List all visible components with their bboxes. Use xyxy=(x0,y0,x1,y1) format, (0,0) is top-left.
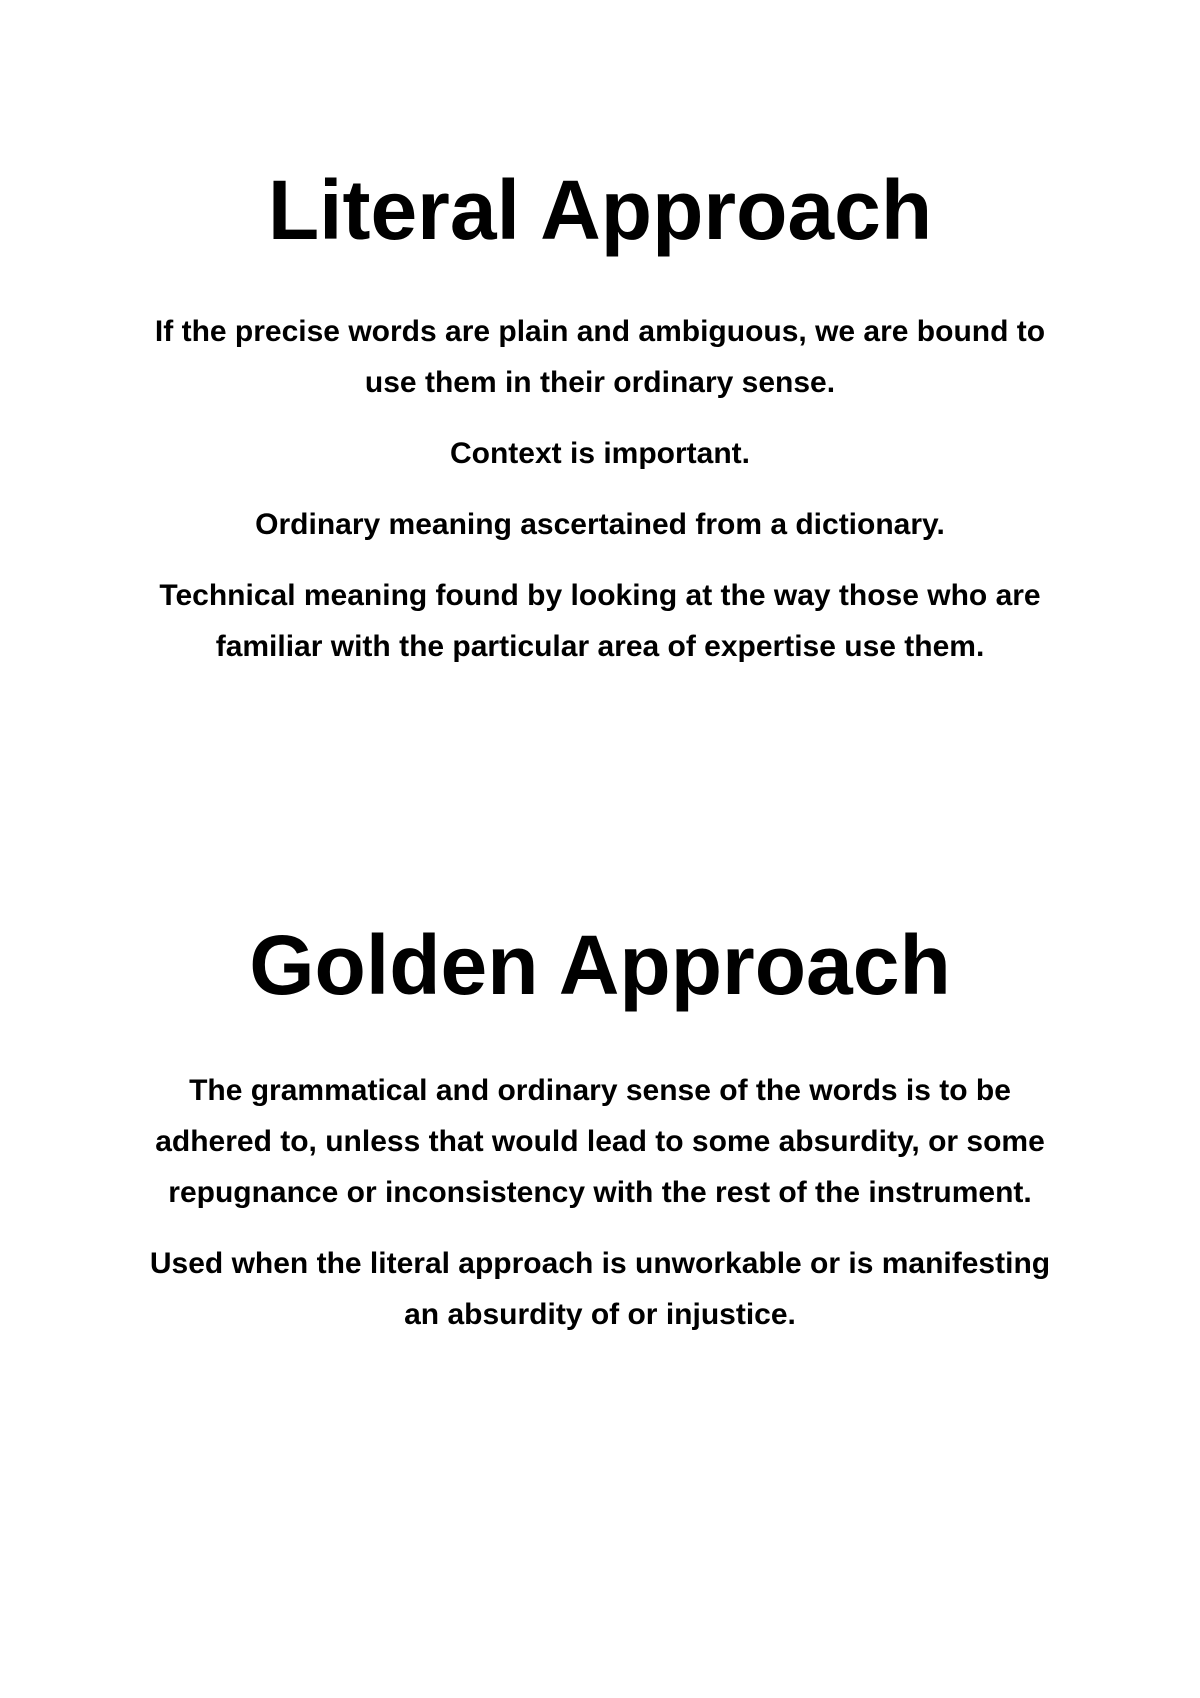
golden-paragraph-usage: Used when the literal approach is unworkable or is manifesting an absurdity of or injustice. xyxy=(149,1247,1051,1331)
literal-paragraph-context: Context is important. xyxy=(449,437,750,470)
golden-approach-heading: Golden Approach xyxy=(249,918,951,1012)
literal-paragraph-dictionary: Ordinary meaning ascertained from a dictionary. xyxy=(255,508,945,541)
literal-approach-heading: Literal Approach xyxy=(267,163,933,257)
literal-approach-section xyxy=(130,160,1070,672)
golden-approach-section xyxy=(130,915,1070,1340)
literal-paragraph-plain-words: If the precise words are plain and ambiguous, we are bound to use them in their ordinary sense. xyxy=(154,315,1046,399)
literal-paragraph-technical-meaning: Technical meaning found by looking at the way those who are familiar with the particular area of expertise use them. xyxy=(159,579,1041,663)
golden-paragraph-grammatical-sense: The grammatical and ordinary sense of the words is to be adhered to, unless that would lead to some absurdity, or some repugnance or inconsistency with the rest of the instrument. xyxy=(155,1074,1045,1209)
